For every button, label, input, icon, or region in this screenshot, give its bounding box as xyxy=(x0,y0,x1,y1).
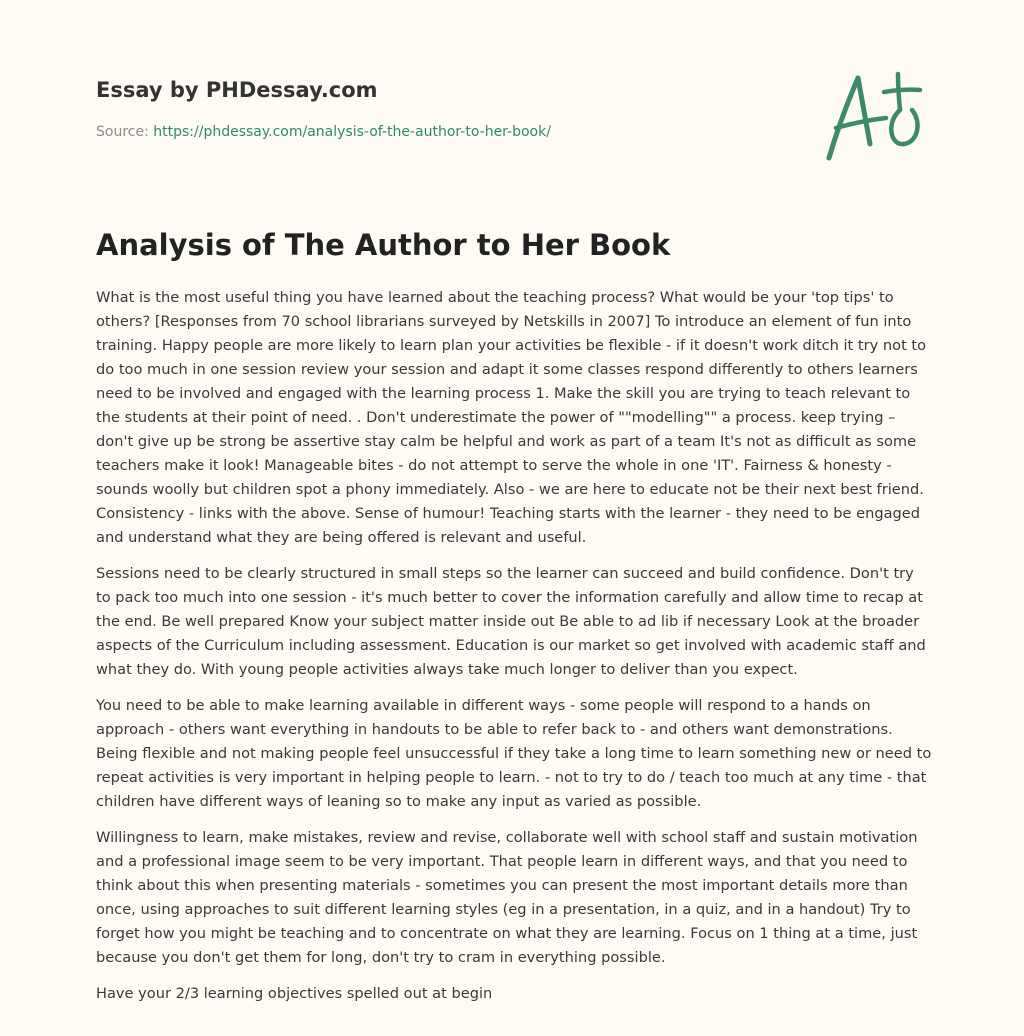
source-link[interactable]: https://phdessay.com/analysis-of-the-author-to-her-book/ xyxy=(153,124,551,140)
a-plus-grade-icon xyxy=(820,64,932,168)
page-header xyxy=(96,76,796,140)
essay-paragraph: Willingness to learn, make mistakes, review and revise, collaborate well with school staff and sustain motivation and a professional image seem to be very important. That people learn in different ways, and that you need to think about this when presenting materials - sometimes you can present the most important details more than once, using approaches to suit different learning styles (eg in a presentation, in a quiz, and in a handout) Try to forget how you might be teaching and to concentrate on what they are learning. Focus on 1 thing at a time, just because you don't get them for long, don't try to cram in everything possible. xyxy=(96,829,918,966)
essay-body xyxy=(96,286,932,1018)
essay-paragraph: Have your 2/3 learning objectives spelled out at begin xyxy=(96,985,493,1002)
essay-paragraph: Sessions need to be clearly structured in small steps so the learner can succeed and build confidence. Don't try to pack too much into one session - it's much better to cover the information carefully and allow time to recap at the end. Be well prepared Know your subject matter inside out Be able to ad lib if necessary Look at the broader aspects of the Curriculum including assessment. Education is our market so get involved with academic staff and what they do. With young people activities always take much longer to deliver than you expect. xyxy=(96,565,926,678)
essay-paragraph: You need to be able to make learning available in different ways - some people will respond to a hands on approach - others want everything in handouts to be able to refer back to - and others want demonstrations. Being flexible and not making people feel unsuccessful if they take a long time to learn something new or need to repeat activities is very important in helping people to learn. - not to try to do / teach too much at any time - that children have different ways of leaning so to make any input as varied as possible. xyxy=(96,697,932,810)
source-line xyxy=(96,124,551,140)
essay-paragraph: What is the most useful thing you have learned about the teaching process? What would be your 'top tips' to others? [Responses from 70 school librarians surveyed by Netskills in 2007] To introduce an element of fun into training. Happy people are more likely to learn plan your activities be flexible - if it doesn't work ditch it try not to do too much in one session review your session and adapt it some classes respond differently to others learners need to be involved and engaged with the learning process 1. Make the skill you are trying to teach relevant to the students at their point of need. . Don't underestimate the power of ""modelling"" a process. keep trying – don't give up be strong be assertive stay calm be helpful and work as part of a team It's not as difficult as some teachers make it look! Manageable bites - do not attempt to serve the whole in one 'IT'. Fairness & honesty - sounds woolly but children spot a phony immediately. Also - we are here to educate not be their next best friend. Consistency - links with the above. Sense of humour! Teaching starts with the learner - they need to be engaged and understand what they are being offered is relevant and useful. xyxy=(96,289,927,546)
page-title: Analysis of The Author to Her Book xyxy=(96,228,671,262)
source-label: Source: xyxy=(96,124,154,140)
site-brand: Essay by PHDessay.com xyxy=(96,78,378,102)
